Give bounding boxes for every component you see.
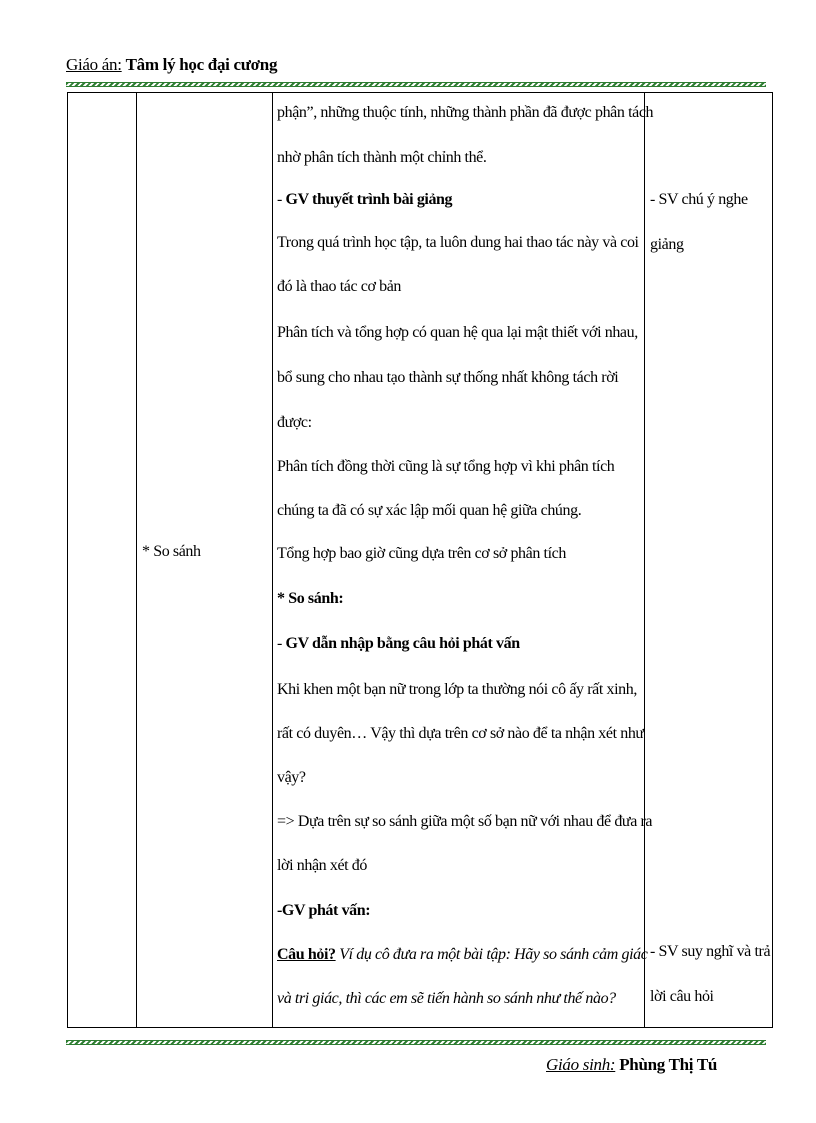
section-heading: * So sánh:	[277, 590, 344, 607]
text-line: được:	[277, 414, 312, 431]
teacher-activity-column	[273, 93, 654, 1027]
header-label: Giáo án:	[66, 55, 122, 74]
text-line: lời nhận xét đó	[277, 857, 368, 874]
student-activity-line: giảng	[650, 236, 684, 253]
question-label: Câu hỏi?	[277, 946, 336, 963]
text-line: => Dựa trên sự so sánh giữa một số bạn nữ với nhau để đưa ra	[277, 813, 653, 830]
text-line: Phân tích đồng thời cũng là sự tổng hợp vì khi phân tích	[277, 458, 615, 475]
activity-heading: -GV phát vấn:	[277, 902, 371, 919]
lesson-table	[67, 92, 773, 1028]
activity-heading: GV dẫn nhập bằng câu hỏi phát vấn	[285, 635, 520, 652]
footer-label: Giáo sinh:	[546, 1055, 616, 1074]
question-text: và tri giác, thì các em sẽ tiến hành so sánh như thế nào?	[277, 990, 616, 1007]
text-line: chúng ta đã có sự xác lập mối quan hệ giữa chúng.	[277, 502, 582, 519]
text-line	[277, 634, 520, 654]
text-line: phận”, những thuộc tính, những thành phần đã được phân tách	[277, 104, 654, 121]
text-line: nhờ phân tích thành một chỉnh thể.	[277, 149, 487, 166]
question-text: Ví dụ cô đưa ra một bài tập: Hãy so sánh cảm giác	[335, 946, 648, 963]
text-line	[277, 190, 452, 210]
bullet: -	[277, 635, 286, 652]
text-line: đó là thao tác cơ bản	[277, 278, 402, 295]
text-line: Khi khen một bạn nữ trong lớp ta thường nói cô ấy rất xinh,	[277, 681, 637, 698]
text-line: Trong quá trình học tập, ta luôn dung hai thao tác này và coi	[277, 234, 639, 251]
section-item: * So sánh	[142, 543, 201, 560]
bullet: -	[277, 191, 286, 208]
header-divider	[66, 82, 766, 87]
page-header	[66, 54, 277, 76]
student-activity-line: - SV suy nghĩ và trả	[650, 943, 771, 960]
header-title: Tâm lý học đại cương	[125, 55, 278, 74]
text-line	[277, 945, 647, 965]
student-activity-line: - SV chú ý nghe	[650, 191, 748, 208]
page-footer	[546, 1054, 717, 1076]
footer-divider	[66, 1040, 766, 1045]
text-line: rất có duyên… Vậy thì dựa trên cơ sở nào để ta nhận xét như	[277, 725, 644, 742]
activity-heading: GV thuyết trình bài giảng	[285, 191, 453, 208]
text-line: bổ sung cho nhau tạo thành sự thống nhất không tách rời	[277, 369, 619, 386]
text-line: Phân tích và tổng hợp có quan hệ qua lại mật thiết với nhau,	[277, 324, 638, 341]
student-activity-line: lời câu hỏi	[650, 988, 714, 1005]
text-line: Tổng hợp bao giờ cũng dựa trên cơ sở phân tích	[277, 545, 566, 562]
student-activity-column	[645, 93, 773, 1027]
content-column	[137, 93, 272, 1027]
text-line: vậy?	[277, 769, 306, 786]
footer-name: Phùng Thị Tú	[619, 1055, 718, 1074]
